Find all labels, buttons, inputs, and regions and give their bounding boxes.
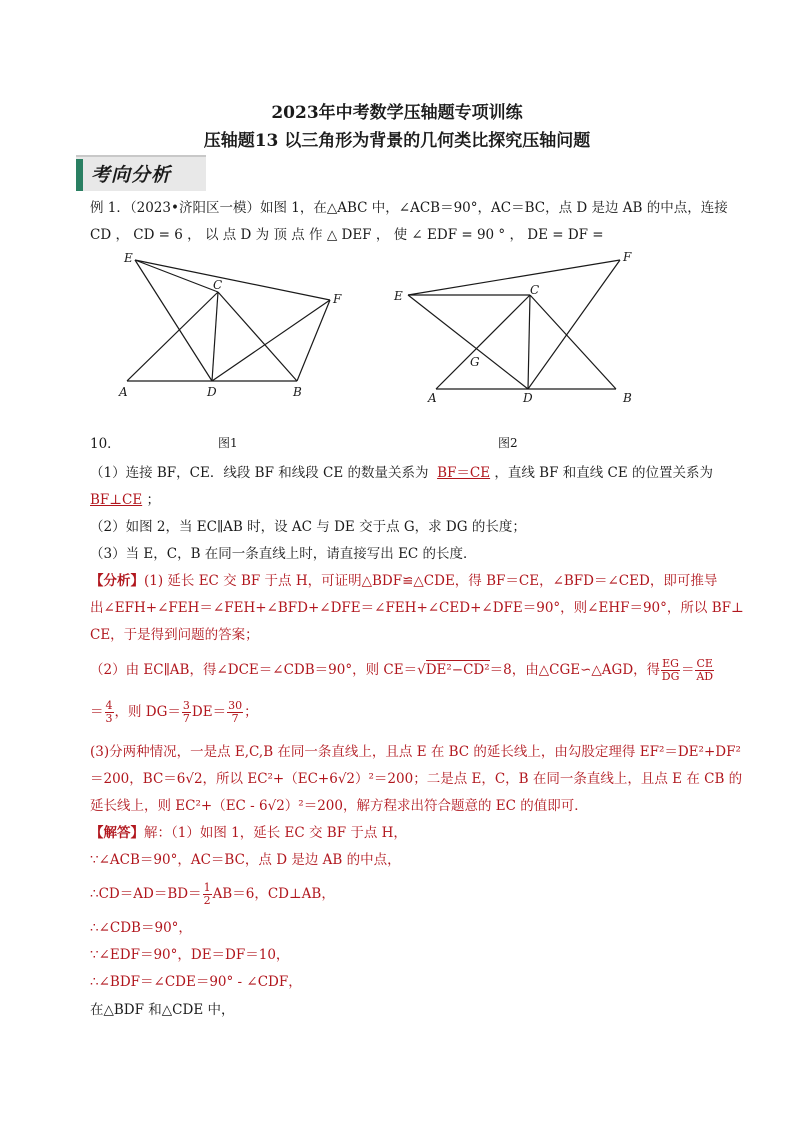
analysis-text-1: (1) 延长 EC 交 BF 于点 H，可证明△BDF≌△CDE，得 BF＝CE，∠BFD＝∠CED，即可推导 <box>144 573 718 589</box>
fig2-label-c: C <box>530 283 540 297</box>
solution-tag: 【解答】 <box>90 825 144 841</box>
question-2: （2）如图 2，当 EC∥AB 时，设 AC 与 DE 交于点 G，求 DG 的长度； <box>90 519 526 535</box>
fig1-segment-ed <box>135 260 212 381</box>
fig2-segment-ac <box>436 295 530 389</box>
banner-label: 考向分析 <box>91 164 172 186</box>
example-line-3: 10． <box>90 436 121 452</box>
solution-line-5: ∵∠EDF＝90°，DE＝DF＝10， <box>90 947 290 963</box>
fig1-segment-cd <box>212 292 218 381</box>
solution-line-7: 在△BDF 和△CDE 中， <box>90 1002 235 1018</box>
fig1-label-c: C <box>213 278 223 292</box>
fig2-segment-ef <box>408 260 620 295</box>
fraction-30-7: $\frac{30}{7}$ <box>228 699 243 725</box>
q1-text-a: （1）连接 BF，CE．线段 BF 和线段 CE 的数量关系为 <box>90 465 429 481</box>
question-1-cont <box>90 490 160 510</box>
example-line-1: 例 1．（2023•济阳区一模）如图 1，在△ABC 中，∠ACB＝90°，AC＝BC，点 D 是边 AB 的中点，连接 <box>90 200 728 216</box>
solution-text-1: 解：（1）如图 1，延长 EC 交 BF 于点 H， <box>144 825 407 841</box>
solution-line-3 <box>90 880 335 908</box>
figure-2-caption: 图2 <box>498 436 518 450</box>
fig1-label-d: D <box>207 385 217 399</box>
fig2-label-d: D <box>523 391 533 405</box>
question-3: （3）当 E，C，B 在同一条直线上时，请直接写出 EC 的长度． <box>90 546 477 562</box>
analysis-text-4a: （2）由 EC∥AB，得∠DCE＝∠CDB＝90°，则 CE＝ <box>90 662 418 678</box>
fig1-label-e: E <box>124 251 133 265</box>
fig2-label-g: G <box>470 355 480 369</box>
solution-line-6: ∴∠BDF＝∠CDE＝90° - ∠CDF， <box>90 974 302 990</box>
fig2-label-f: F <box>623 250 632 264</box>
analysis-text-4b: ＝8，由△CGE∽△AGD，得 <box>489 662 661 678</box>
q1-answer-1: BF＝CE <box>437 465 491 481</box>
fraction-1-2: $\frac{1}{2}$ <box>203 881 211 907</box>
question-1 <box>90 463 713 483</box>
analysis-line-5 <box>90 698 258 726</box>
page-title: 2023年中考数学压轴题专项训练 <box>271 103 523 123</box>
fig2-label-e: E <box>394 289 403 303</box>
fig1-segment-cb <box>218 292 297 381</box>
fraction-4-3: $\frac{4}{3}$ <box>105 699 113 725</box>
analysis-line-7: ＝200，BC＝6√2，所以 EC²+（EC+6√2）²＝200；二是点 E，C，B 在同一条直线上，且点 E 在 CB 的 <box>90 771 743 787</box>
solution-line-4: ∴∠CDB＝90°， <box>90 920 192 936</box>
fig1-segment-ac <box>127 292 218 381</box>
figure-2 <box>388 248 648 408</box>
fraction-ce-ad: $\frac{CE}{AD}$ <box>696 657 714 683</box>
analysis-line-2: 出∠EFH+∠FEH＝∠FEH+∠BFD+∠DFE＝∠FEH+∠CED+∠DFE＝90°，则∠EHF＝90°，所以 BF⊥ <box>90 600 744 616</box>
example-line-2: CD ， CD = 6 ， 以 点 D 为 顶 点 作 △ DEF ， 使 ∠ EDF = 90 ° ， DE = DF = <box>90 227 604 243</box>
fig2-label-b: B <box>623 391 632 405</box>
analysis-text-5a: ，则 DG＝ <box>114 704 181 720</box>
analysis-line-4 <box>90 656 715 684</box>
figure-1 <box>115 248 355 403</box>
fig1-label-f: F <box>333 292 342 306</box>
fig2-label-a: A <box>428 391 437 405</box>
analysis-text-5c: ； <box>244 704 258 720</box>
solution-line-1 <box>90 823 407 843</box>
fig1-label-a: A <box>119 385 128 399</box>
fig2-segment-cd <box>528 295 530 389</box>
figure-1-caption: 图1 <box>218 436 238 450</box>
solution-text-3b: AB＝6，CD⊥AB， <box>212 886 335 902</box>
page-subtitle: 压轴题13 以三角形为背景的几何类比探究压轴问题 <box>203 131 591 151</box>
banner-accent-bar <box>76 159 83 191</box>
analysis-text-5b: DE＝ <box>191 704 227 720</box>
section-banner <box>76 155 206 191</box>
fraction-3-7: $\frac{3}{7}$ <box>182 699 190 725</box>
fig1-segment-df <box>212 300 330 381</box>
fig1-segment-ec <box>135 260 218 292</box>
analysis-line-6: (3)分两种情况，一是点 E,C,B 在同一条直线上，且点 E 在 BC 的延长线上，由勾股定理得 EF²＝DE²+DF² <box>90 744 741 760</box>
q1-text-b: ，直线 BF 和直线 CE 的位置关系为 <box>494 465 714 481</box>
q1-text-c: ； <box>146 492 160 508</box>
fig1-segment-ef <box>135 260 330 300</box>
analysis-line-8: 延长线上，则 EC²+（EC - 6√2）²＝200，解方程求出符合题意的 EC 的值即可． <box>90 798 588 814</box>
analysis-line-3: CE，于是得到问题的答案； <box>90 627 259 643</box>
sqrt-sign: √ <box>417 662 426 678</box>
fig1-label-b: B <box>293 385 302 399</box>
equals-sign: ＝ <box>680 662 695 678</box>
equals-sign: ＝ <box>90 704 104 720</box>
fig1-segment-bf <box>297 300 330 381</box>
solution-line-2: ∵∠ACB＝90°，AC＝BC，点 D 是边 AB 的中点， <box>90 852 401 868</box>
q1-answer-2: BF⊥CE <box>90 492 143 508</box>
solution-text-3a: ∴CD＝AD＝BD＝ <box>90 886 202 902</box>
analysis-tag: 【分析】 <box>90 573 144 589</box>
sqrt-radicand: DE²−CD² <box>425 662 490 678</box>
fig2-segment-ed <box>408 295 528 389</box>
fig2-segment-df <box>528 260 620 389</box>
fraction-eg-dg: $\frac{EG}{DG}$ <box>661 657 680 683</box>
analysis-line-1 <box>90 571 717 591</box>
fig2-segment-cb <box>530 295 616 389</box>
